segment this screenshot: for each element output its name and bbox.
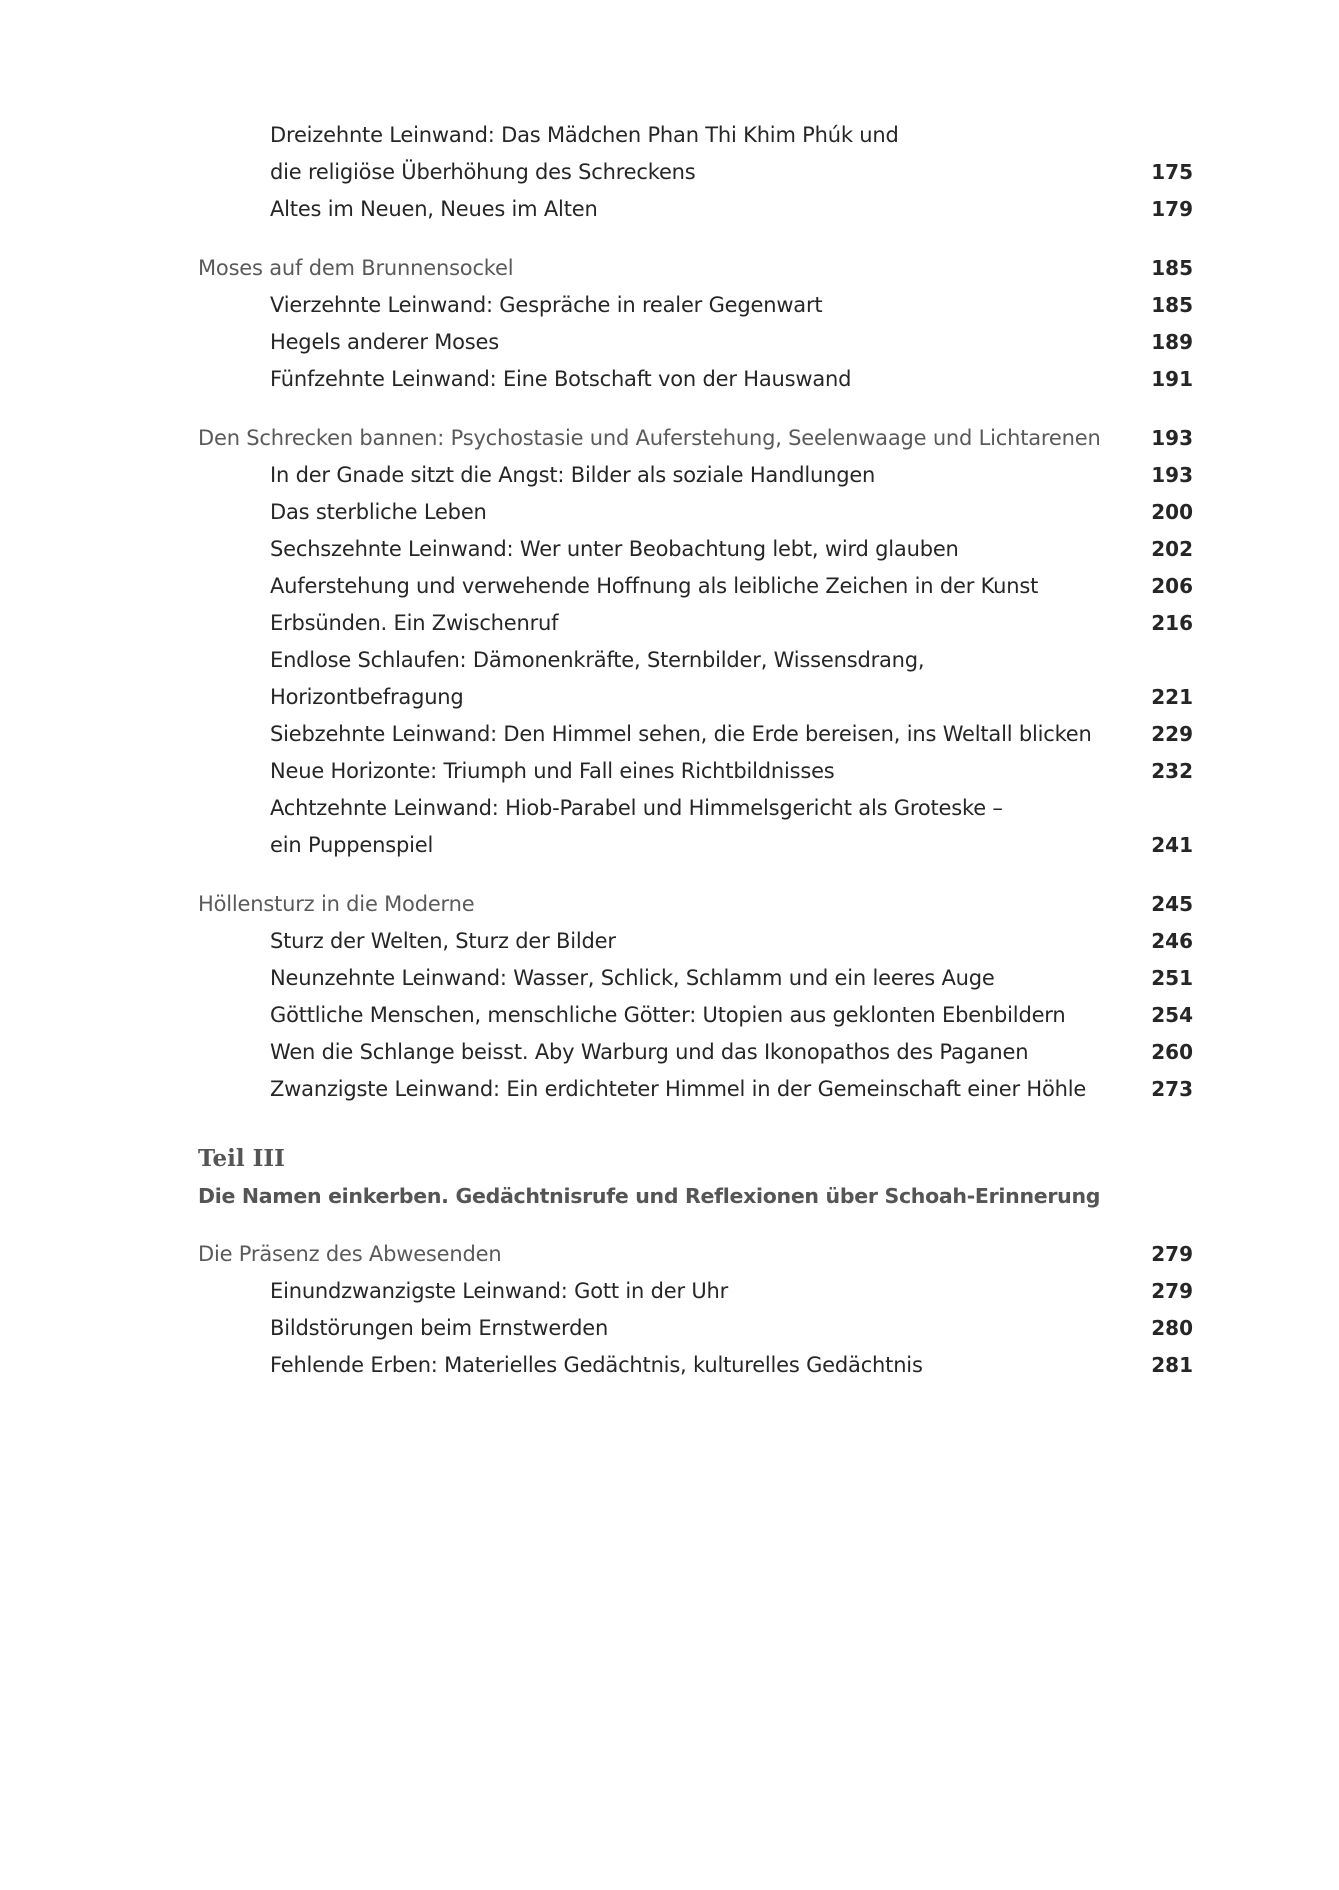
block-gap xyxy=(0,398,1339,420)
entry-title xyxy=(270,191,598,228)
entry-title-line: die religiöse Überhöhung des Schreckens xyxy=(270,160,696,184)
toc-section-group xyxy=(0,886,1339,1108)
page-number: 216 xyxy=(1151,611,1193,635)
entry-title-line: Höllensturz in die Moderne xyxy=(198,892,475,916)
entry-title-line: Dreizehnte Leinwand: Das Mädchen Phan Thi Khim Phúk und xyxy=(270,123,899,147)
entry-title-line: Sechszehnte Leinwand: Wer unter Beobachtung lebt, wird glauben xyxy=(270,537,959,561)
entry-title-line: Neue Horizonte: Triumph und Fall eines Richtbildnisses xyxy=(270,759,835,783)
toc-section-entry[interactable] xyxy=(0,250,1339,287)
block-gap xyxy=(0,228,1339,250)
page-number: 232 xyxy=(1151,759,1193,783)
entry-title-line: In der Gnade sitzt die Angst: Bilder als soziale Handlungen xyxy=(270,463,876,487)
toc-subentry[interactable] xyxy=(0,457,1339,494)
entry-title xyxy=(270,1071,1086,1108)
entry-title xyxy=(270,361,851,398)
toc-subentry[interactable] xyxy=(0,1273,1339,1310)
toc-subentry[interactable] xyxy=(0,531,1339,568)
toc-section-group xyxy=(0,117,1339,228)
toc-subentry[interactable] xyxy=(0,117,1339,191)
toc-subentry[interactable] xyxy=(0,960,1339,997)
page-number: 241 xyxy=(1151,833,1193,857)
entry-title-line: Sturz der Welten, Sturz der Bilder xyxy=(270,929,616,953)
block-gap xyxy=(0,864,1339,886)
entry-title xyxy=(270,716,1092,753)
toc-section-group xyxy=(0,420,1339,864)
entry-title-line: Fehlende Erben: Materielles Gedächtnis, kulturelles Gedächtnis xyxy=(270,1353,923,1377)
entry-title-line: Göttliche Menschen, menschliche Götter: Utopien aus geklonten Ebenbildern xyxy=(270,1003,1066,1027)
entry-title-line: Einundzwanzigste Leinwand: Gott in der Uhr xyxy=(270,1279,729,1303)
toc-subentry[interactable] xyxy=(0,923,1339,960)
toc-subentry[interactable] xyxy=(0,324,1339,361)
top-margin xyxy=(0,0,1339,117)
toc-subentry[interactable] xyxy=(0,191,1339,228)
toc-subentry[interactable] xyxy=(0,605,1339,642)
entry-title xyxy=(198,886,474,923)
toc-subentry[interactable] xyxy=(0,1310,1339,1347)
page-number: 279 xyxy=(1151,1279,1193,1303)
entry-title-line: Zwanzigste Leinwand: Ein erdichteter Himmel in der Gemeinschaft einer Höhle xyxy=(270,1077,1087,1101)
entry-title xyxy=(270,790,1110,864)
page-number: 202 xyxy=(1151,537,1193,561)
entry-title-line: Die Präsenz des Abwesenden xyxy=(198,1242,502,1266)
block-gap xyxy=(0,1214,1339,1236)
page-number: 185 xyxy=(1151,293,1193,317)
page-number: 189 xyxy=(1151,330,1193,354)
toc-subentry[interactable] xyxy=(0,1347,1339,1384)
toc-section-group xyxy=(0,250,1339,398)
page-number: 193 xyxy=(1151,426,1193,450)
entry-title-line: Bildstörungen beim Ernstwerden xyxy=(270,1316,609,1340)
page-number: 200 xyxy=(1151,500,1193,524)
entry-title xyxy=(198,1236,501,1273)
toc-subentry[interactable] xyxy=(0,287,1339,324)
entry-title-line: Wen die Schlange beisst. Aby Warburg und das Ikonopathos des Paganen xyxy=(270,1040,1029,1064)
page-number: 273 xyxy=(1151,1077,1193,1101)
page-number: 260 xyxy=(1151,1040,1193,1064)
entry-title xyxy=(270,997,1065,1034)
toc-subentry[interactable] xyxy=(0,494,1339,531)
toc-subentry[interactable] xyxy=(0,790,1339,864)
entry-title xyxy=(270,642,1110,716)
page-number: 191 xyxy=(1151,367,1193,391)
entry-title-line: Vierzehnte Leinwand: Gespräche in realer Gegenwart xyxy=(270,293,823,317)
page-number: 193 xyxy=(1151,463,1193,487)
entry-title xyxy=(270,1273,728,1310)
entry-title-line: Das sterbliche Leben xyxy=(270,500,487,524)
entry-title-line: Neunzehnte Leinwand: Wasser, Schlick, Schlamm und ein leeres Auge xyxy=(270,966,995,990)
part-subtitle: Die Namen einkerben. Gedächtnisrufe und Reflexionen über Schoah-Erinnerung xyxy=(198,1184,1101,1208)
toc-subentry[interactable] xyxy=(0,1034,1339,1071)
page-number: 281 xyxy=(1151,1353,1193,1377)
entry-title-line: Erbsünden. Ein Zwischenruf xyxy=(270,611,559,635)
entry-title xyxy=(270,287,822,324)
block-gap xyxy=(0,1108,1339,1130)
page-number: 185 xyxy=(1151,256,1193,280)
toc-section-group xyxy=(0,1236,1339,1384)
page-number: 246 xyxy=(1151,929,1193,953)
toc-subentry[interactable] xyxy=(0,568,1339,605)
part-title: Teil III xyxy=(198,1145,285,1172)
page-number: 280 xyxy=(1151,1316,1193,1340)
entry-title xyxy=(270,960,995,997)
entry-title xyxy=(198,420,1101,457)
page-number: 179 xyxy=(1151,197,1193,221)
entry-title xyxy=(270,494,487,531)
toc-subentry[interactable] xyxy=(0,1071,1339,1108)
toc-section-entry[interactable] xyxy=(0,1236,1339,1273)
part-heading xyxy=(0,1140,1339,1214)
entry-title-line: Horizontbefragung xyxy=(270,685,464,709)
entry-title xyxy=(270,923,616,960)
entry-title-line: Fünfzehnte Leinwand: Eine Botschaft von der Hauswand xyxy=(270,367,852,391)
entry-title-line: Endlose Schlaufen: Dämonenkräfte, Sternbilder, Wissensdrang, xyxy=(270,648,925,672)
entry-title xyxy=(270,568,1038,605)
page-number: 221 xyxy=(1151,685,1193,709)
page-number: 229 xyxy=(1151,722,1193,746)
entry-title-line: ein Puppenspiel xyxy=(270,833,434,857)
entry-title xyxy=(270,1347,923,1384)
entry-title-line: Hegels anderer Moses xyxy=(270,330,500,354)
entry-title xyxy=(270,324,499,361)
entry-title-line: Siebzehnte Leinwand: Den Himmel sehen, die Erde bereisen, ins Weltall blicken xyxy=(270,722,1092,746)
page-number: 251 xyxy=(1151,966,1193,990)
page-number: 175 xyxy=(1151,160,1193,184)
toc-subentry[interactable] xyxy=(0,361,1339,398)
toc-subentry[interactable] xyxy=(0,753,1339,790)
entry-title xyxy=(270,1310,608,1347)
entry-title-line: Auferstehung und verwehende Hoffnung als leibliche Zeichen in der Kunst xyxy=(270,574,1039,598)
entry-title xyxy=(270,117,1110,191)
page-number: 279 xyxy=(1151,1242,1193,1266)
entry-title xyxy=(270,457,875,494)
entry-title-line: Moses auf dem Brunnensockel xyxy=(198,256,514,280)
toc-section-entry[interactable] xyxy=(0,886,1339,923)
toc-subentry[interactable] xyxy=(0,642,1339,716)
entry-title xyxy=(270,605,558,642)
toc-subentry[interactable] xyxy=(0,997,1339,1034)
entry-title xyxy=(270,1034,1028,1071)
entry-title-line: Den Schrecken bannen: Psychostasie und Auferstehung, Seelenwaage und Lichtarenen xyxy=(198,426,1101,450)
entry-title-line: Achtzehnte Leinwand: Hiob-Parabel und Himmelsgericht als Groteske – xyxy=(270,796,1003,820)
toc-subentry[interactable] xyxy=(0,716,1339,753)
entry-title xyxy=(270,753,835,790)
page-number: 206 xyxy=(1151,574,1193,598)
entry-title xyxy=(270,531,959,568)
toc-section-entry[interactable] xyxy=(0,420,1339,457)
entry-title-line: Altes im Neuen, Neues im Alten xyxy=(270,197,598,221)
page-number: 254 xyxy=(1151,1003,1193,1027)
page-number: 245 xyxy=(1151,892,1193,916)
entry-title xyxy=(198,250,513,287)
